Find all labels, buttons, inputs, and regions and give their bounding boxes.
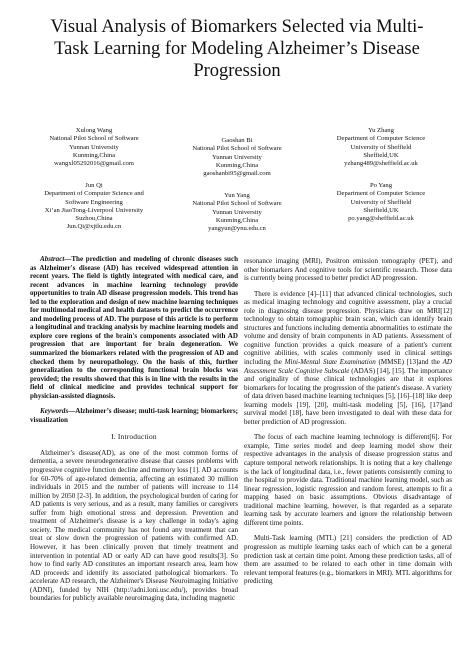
body-paragraph: The focus of each machine learning technology is different[6]. For example, Time series model and deep learning model show their respective advantages in the analysis of disease progression status and capture temporal network relationships. It is noting that a key challenge is the lack of longitudinal data, i.e., fewer patients consistently coming to the hospital to provide data. Traditional machine learning model, such as linear regression, logistic regression and random forest, attempts to fit a mapping based on basic assumptions. Obvious disadvantage of traditional machine learning, however, is that regarded as a separate learning task by accurate learners and ignore the relationship between different time points. bbox=[244, 433, 452, 527]
title-line: Progression bbox=[193, 61, 281, 81]
right-column bbox=[244, 257, 452, 586]
body-paragraph: Multi-Task learning (MTL) [21] considers the prediction of AD progression as multiple learning tasks each of which can be a general prediction task at certain time point. Among these prediction tasks, all of them are assumed to be related to each other in time domain with relevant temporal features (e.g., biomarkers in MRI). MTL algorithms for predicting bbox=[244, 534, 452, 586]
author-block: Po Yang Department of Computer Science University of Sheffield Sheffield,UK po.yang@sheffield.ac.uk bbox=[336, 182, 426, 223]
body-paragraph: resonance imaging (MRI), Positron emission tomography (PET), and other biomarkers And cognitive tools for scientific research. Those data is currently being processed to better predict AD progression. bbox=[244, 257, 452, 283]
paper-title bbox=[18, 16, 456, 82]
body-paragraph: Alzheimer’s disease(AD), as one of the most common forms of dementia, a severe neurodegenerative disease that causes problems with progressive cognitive function decline and memory loss [1]. AD accounts for 60-70% of age-related dementia, affecting an estimated 30 million individuals in 2015 and the number of patients will increase to 114 million by 2050 [2-3]. In addition, the psychological burden of caring for AD patients is very serious, and as a result, many families or caregivers suffer from high emotional stress and depression. Prevention and treatment of Alzheimer's disease is a key challenge in today's aging society. The medical community has not found any treatment that can treat or slow down the progression of patients with confirmed AD. However, it has been clinically proven that timely treatment and intervention in potential AD or early AD can have good results[3]. So how to find early AD constitutes an important research area, learn how AD proceeds and identify its associated pathological biomarkers. To accelerate AD research, the Alzheimer's Disease Neuroimaging Initiative (ADNI), funded by NIH (http://adni.loni.usc.edu/), provides broad boundaries for publicly available neuroimaging data, including magnetic bbox=[30, 448, 238, 603]
author-block: Xulong Wang National Pilot School of Software Yunnan University Kunming,China wangxl05292016@gmail.com bbox=[49, 127, 139, 168]
title-line: Visual Analysis of Biomarkers Selected via Multi- bbox=[50, 17, 424, 37]
abstract: Abstract—The prediction and modeling of chronic diseases such as Alzheimer's disease (AD) has received widespread attention in recent years. The field is tightly integrated with medical care, and recent advances in machine learning technology provide opportunities to train AD disease progression models. This trend has led to the exploration and design of new machine learning techniques for multimodal medical and health datasets to predict the occurrence and modeling process of AD. The purpose of this article is to perform a longitudinal and tracking analysis by machine learning models and explore core regions of the brain's components associated with AD progression that are important for brain degeneration. We summarized the biomarkers related with the progression of AD and checked them by neuropathology. On the basis of this, further generalization to the corresponding functional brain blocks was provided; the results showed that this is in line with the results in the field of clinical medicine and provides technical support for physician-assisted diagnosis. bbox=[30, 255, 238, 400]
author-block: Yu Zhang Department of Computer Science University of Sheffield Sheffield,UK yzhang489@sheffield.ac.uk bbox=[336, 127, 426, 168]
left-column bbox=[30, 255, 238, 603]
author-block: Yun Yang National Pilot School of Software Yunnan University Kunming,China yangyun@ynu.edu.cn bbox=[192, 192, 282, 233]
section-heading: I. Introduction bbox=[111, 432, 157, 442]
body-paragraph: There is evidence [4]–[11] that advanced clinical technologies, such as medical imaging technology and cognitive assessment, play a crucial role in diagnosing disease progression. Physicians draw on MRI[12] technology to obtain tomographic brain scan, which can identify brain structures and functions including dementia abnormalities to estimate the volume and density of brain components in AD patients. Assessment of cognitive function provides a quick measure of a patient's current cognitive abilities, with scales commonly used in clinical settings including the Mini-Mental State Examination (MMSE) [13]and the AD Assessment Scale Cognitive Subscale (ADAS) [14], [15]. The importance and originality of those clinical technologies are that it explores biomarkers for locating the progression of the patient's disease. A variety of data driven based machine learning techniques [5], [16]–[18] like deep learning models [19], [20], multi-task modeling [5], [16], [17]and survival model [18], have been investigated to deal with these data for better prediction of AD progression. bbox=[244, 289, 452, 426]
author-block: Gaoshan Bi National Pilot School of Software Yunnan University Kunming,China gaoshanbi95@gmail.com bbox=[192, 137, 282, 178]
title-line: Task Learning for Modeling Alzheimer’s Disease bbox=[54, 39, 420, 59]
keywords: Keywords—Alzheimer’s disease; multi-task learning; biomarkers; visualization bbox=[30, 407, 238, 424]
author-block: Jun Qi Department of Computer Science and Software Engineering Xi’an JiaoTong-Liverpool University Suzhou,China Jun.Qi@xjtlu.edu.cn bbox=[44, 182, 144, 231]
